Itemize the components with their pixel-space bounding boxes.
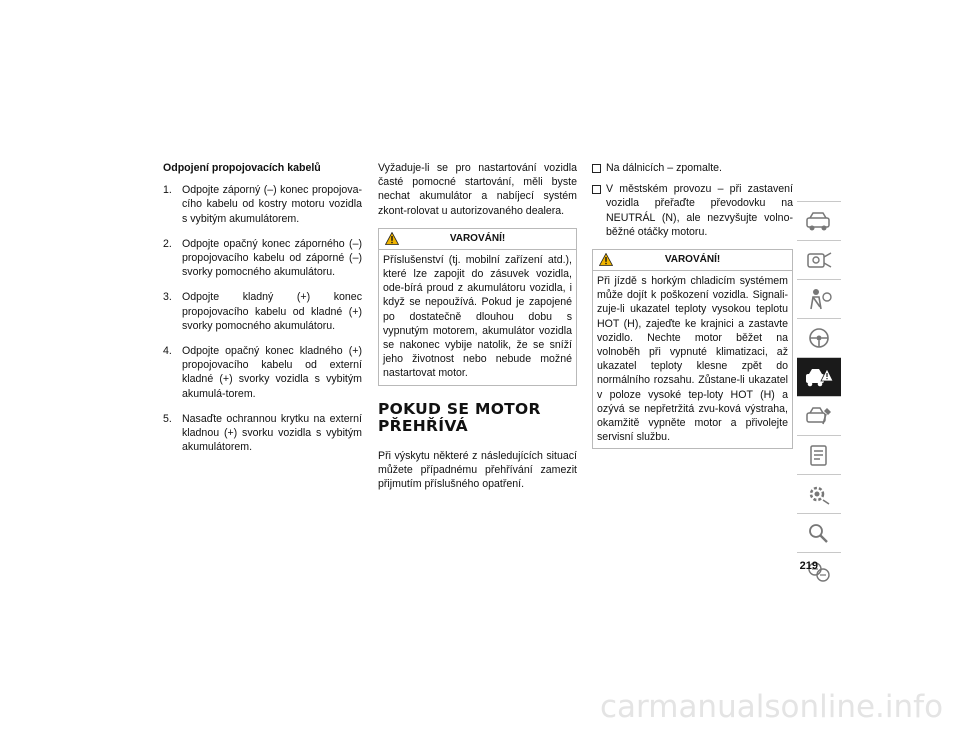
warning-text: Příslušenství (tj. mobilní zařízení atd.), které lze zapojit do zásuvek vozidla, ode-bírá proud z akumulátoru vozidla, i když se nepoužívá. Pokud je zapojené po dostatečně dlouhou dobu s vypnutým motorem, akumulátor vozidla se nakonec vybije natolik, že se sníží jeho životnost nebo nebude možné nastartovat motor. — [383, 253, 572, 380]
warning-title: VAROVÁNÍ! — [664, 254, 721, 266]
bullet-item — [592, 182, 793, 239]
section-title — [378, 401, 577, 435]
step-text: Odpojte kladný (+) konec propojovacího kabelu od kladné (+) svorky pomocného akumulátoru. — [182, 291, 362, 332]
step-text: Nasaďte ochrannou krytku na externí kladnou (+) svorku vozidla s vybitým akumulátorem. — [182, 412, 362, 454]
car-dashboard-icon[interactable] — [797, 201, 841, 240]
seatbelt-airbag-icon[interactable] — [797, 279, 841, 318]
checkbox-bullet-icon — [592, 164, 601, 173]
step-text: Odpojte opačný konec záporného (–) propojovacího kabelu od záporné (–) svorky pomocného akumulátoru. — [182, 237, 362, 279]
column-right — [592, 161, 793, 449]
warning-box — [592, 249, 793, 449]
warning-box — [378, 228, 577, 386]
magnifier-icon[interactable] — [797, 513, 841, 552]
step-item — [163, 237, 362, 280]
step-item — [163, 412, 362, 455]
step-text: Odpojte opačný konec kladného (+) propojovacího kabelu od externí kladné (+) svorky vozidla s vybitým akumulá-torem. — [182, 345, 362, 400]
steering-wheel-icon[interactable] — [797, 318, 841, 357]
step-item — [163, 290, 362, 333]
chapter-tabs — [797, 201, 841, 591]
watermark: carmanualsonline.info — [600, 689, 944, 725]
step-number: 1. — [163, 184, 172, 197]
key-remote-icon[interactable] — [797, 240, 841, 279]
checklist-icon[interactable] — [797, 435, 841, 474]
step-number: 5. — [163, 412, 172, 425]
warning-header — [379, 229, 576, 250]
car-warning-icon[interactable] — [797, 357, 841, 396]
step-text: Odpojte záporný (–) konec propojova-cího kabelu od kostry motoru vozidla s vybitým akumulátorem. — [182, 184, 362, 225]
bullet-text: Na dálnicích – zpomalte. — [606, 162, 723, 174]
step-number: 2. — [163, 237, 172, 250]
warning-triangle-icon — [599, 253, 613, 266]
settings-gear-icon[interactable] — [797, 474, 841, 513]
column-middle — [378, 161, 577, 491]
section-title-line2: PŘEHŘÍVÁ — [378, 416, 468, 435]
warning-text: Při jízdě s horkým chladicím systémem může dojít k poškození vozidla. Signali-zuje-li ukazatel teploty vysokou teplotu HOT (H), zajeďte ke krajnici a zastavte vozidlo. Nechte motor běžet na volnoběh při vypnuté klimatizaci, až ukazatel teploty klesne zpět do normálního rozsahu. Zůstane-li ukazatel v poloze vysoké tep-loty HOT (H) a ozývá se nepřetržitá zvu-ková výstraha, okamžitě vypněte motor a přivolejte servisní službu. — [597, 275, 788, 444]
warning-header — [593, 250, 792, 271]
column-left — [163, 161, 362, 465]
page-number: 219 — [799, 560, 818, 572]
warning-title: VAROVÁNÍ! — [449, 232, 506, 244]
step-number: 3. — [163, 291, 172, 304]
bullet-item — [592, 161, 793, 175]
checkbox-bullet-icon — [592, 185, 601, 194]
bullet-text: V městském provozu – při zastavení vozidla přeřaďte převodovku na NEUTRÁL (N), ale nezvyšujte volno-běžné otáčky motoru. — [606, 183, 793, 238]
intro-paragraph: Vyžaduje-li se pro nastartování vozidla časté pomocné startování, měli byste nechat akumulátor a nabíjecí systém zkont-rolovat u autorizovaného dealera. — [378, 162, 577, 217]
subheading-disconnect: Odpojení propojovacích kabelů — [163, 162, 321, 174]
car-service-icon[interactable] — [797, 396, 841, 435]
section-title-line1: POKUD SE MOTOR — [378, 399, 541, 418]
section-paragraph: Při výskytu některé z následujících situací můžete případnému přehřívání zamezit přijmutím příslušného opatření. — [378, 449, 577, 491]
step-item — [163, 344, 362, 401]
warning-triangle-icon — [385, 232, 399, 245]
step-number: 4. — [163, 345, 172, 358]
step-item — [163, 183, 362, 226]
